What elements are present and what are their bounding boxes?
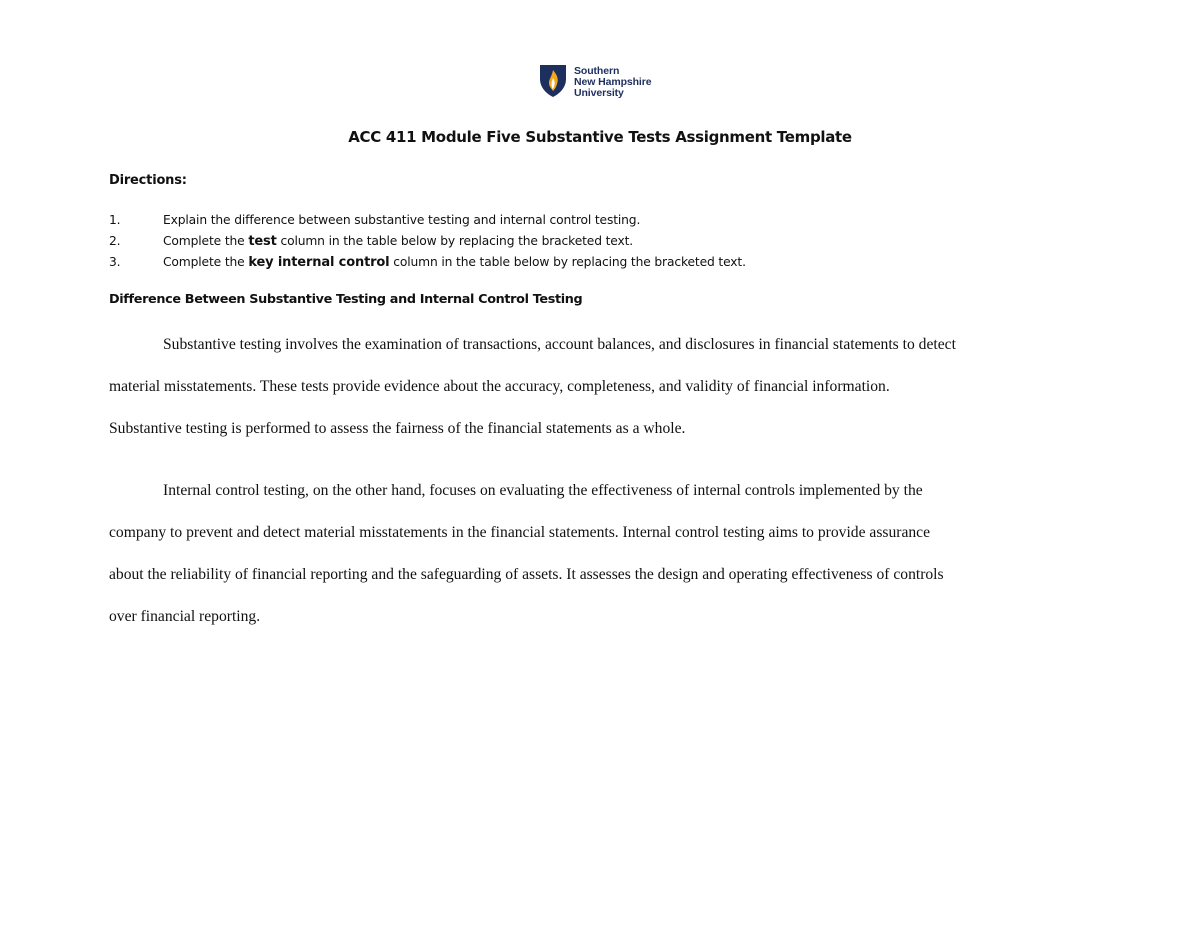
- paragraph-line: Substantive testing involves the examination of transactions, account balances, and disclosures in financial statements to detect: [163, 336, 956, 353]
- section-heading: Difference Between Substantive Testing and Internal Control Testing: [109, 292, 583, 307]
- directions-label: Directions:: [109, 173, 187, 188]
- paragraph-line: company to prevent and detect material misstatements in the financial statements. Internal control testing aims to provide assurance: [109, 524, 931, 541]
- list-item: [109, 231, 746, 252]
- list-item-text-bold: test: [248, 234, 277, 249]
- list-item-text-post: column in the table below by replacing the bracketed text.: [276, 234, 634, 248]
- list-item-text-bold: key internal control: [248, 255, 390, 270]
- paragraph-internal-control-testing: [109, 470, 1099, 638]
- paragraph-line: Internal control testing, on the other hand, focuses on evaluating the effectiveness of internal controls implemented by the: [163, 482, 923, 499]
- document-title: ACC 411 Module Five Substantive Tests Assignment Template: [348, 128, 852, 146]
- list-item-text-pre: Complete the: [163, 234, 249, 248]
- list-item-number: 3.: [109, 255, 121, 269]
- directions-list: [109, 210, 746, 273]
- logo-wordmark: [574, 66, 651, 99]
- list-item-number: 2.: [109, 234, 121, 248]
- paragraph-substantive-testing: [109, 324, 1099, 450]
- list-item-text-post: column in the table below by replacing the bracketed text.: [389, 255, 746, 269]
- university-logo: [539, 64, 651, 99]
- list-item: [109, 252, 746, 273]
- logo-line-3: University: [574, 87, 624, 99]
- shield-flame-icon: [539, 64, 567, 98]
- list-item-number: 1.: [109, 213, 121, 227]
- list-item-text: Explain the difference between substantive testing and internal control testing.: [163, 213, 641, 227]
- paragraph-line: material misstatements. These tests provide evidence about the accuracy, completeness, and validity of financial information.: [109, 378, 890, 395]
- logo-line-1: Southern: [574, 65, 620, 77]
- list-item-text: [163, 252, 746, 273]
- list-item: [109, 210, 746, 231]
- list-item-text-pre: Complete the: [163, 255, 249, 269]
- paragraph-line: about the reliability of financial reporting and the safeguarding of assets. It assesses the design and operating effectiveness of controls: [109, 566, 944, 583]
- paragraph-line: Substantive testing is performed to assess the fairness of the financial statements as a whole.: [109, 420, 686, 437]
- list-item-text: [163, 231, 633, 252]
- paragraph-line: over financial reporting.: [109, 608, 261, 625]
- logo-line-2: New Hampshire: [574, 76, 652, 88]
